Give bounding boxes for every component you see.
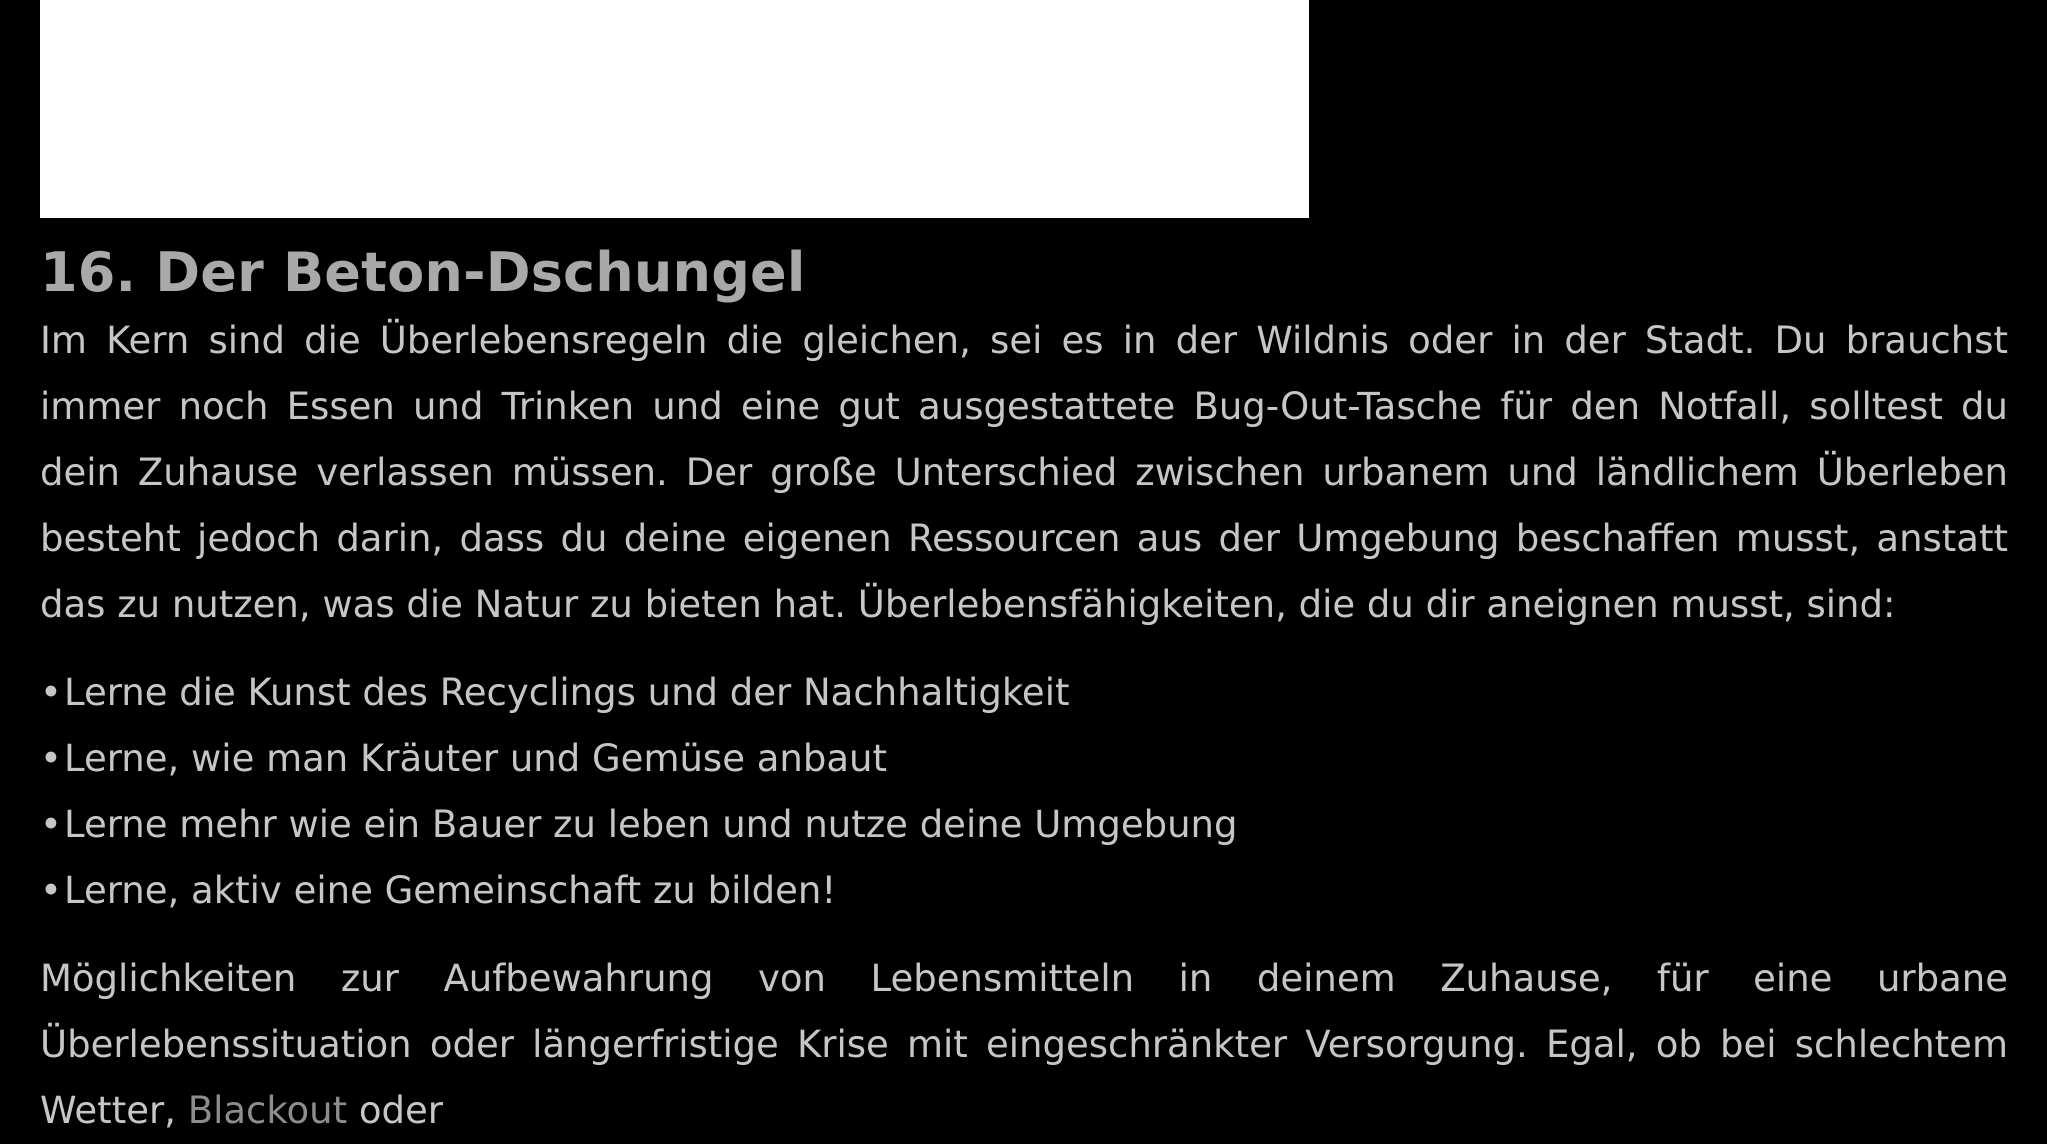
list-item-text: Lerne, wie man Kräuter und Gemüse anbaut (64, 737, 887, 780)
list-item-text: Lerne mehr wie ein Bauer zu leben und nutze deine Umgebung (64, 803, 1238, 846)
bullet-icon: • (40, 869, 62, 912)
section-heading: 16. Der Beton-Dschungel (40, 241, 806, 304)
storage-paragraph (40, 946, 2008, 1144)
list-item (40, 792, 2008, 858)
list-item-text: Lerne, aktiv eine Gemeinschaft zu bilden! (64, 869, 837, 912)
bullet-icon: • (40, 671, 62, 714)
reader-page (40, 0, 2008, 1144)
list-item (40, 726, 2008, 792)
list-item-text: Lerne die Kunst des Recyclings und der Nachhaltigkeit (64, 671, 1070, 714)
skills-list (40, 660, 2008, 924)
intro-paragraph: Im Kern sind die Überlebensregeln die gleichen, sei es in der Wildnis oder in der Stadt. Du brauchst immer noch Essen und Trinken und eine gut ausgestattete Bug-Out-Tasche für den Notfall, solltest du dein Zuhause verlassen müssen. Der große Unterschied zwischen urbanem und ländlichem Überleben besteht jedoch darin, dass du deine eigenen Ressourcen aus der Umgebung beschaffen musst, anstatt das zu nutzen, was die Natur zu bieten hat. Überlebensfähigkeiten, die du dir aneignen musst, sind: (40, 319, 2008, 626)
paragraph-text-end: oder (347, 1089, 443, 1132)
article-image (40, 0, 1309, 218)
bullet-icon: • (40, 803, 62, 846)
bullet-icon: • (40, 737, 62, 780)
list-item (40, 858, 2008, 924)
blackout-link[interactable]: Blackout (187, 1089, 348, 1132)
paragraph-text: Möglichkeiten zur Aufbewahrung von Lebensmitteln in deinem Zuhause, für eine urbane Überlebenssituation oder längerfristige Krise mit eingeschränkter Versorgung. Egal, ob bei schlechtem Wetter, (40, 957, 2008, 1132)
list-item (40, 660, 2008, 726)
